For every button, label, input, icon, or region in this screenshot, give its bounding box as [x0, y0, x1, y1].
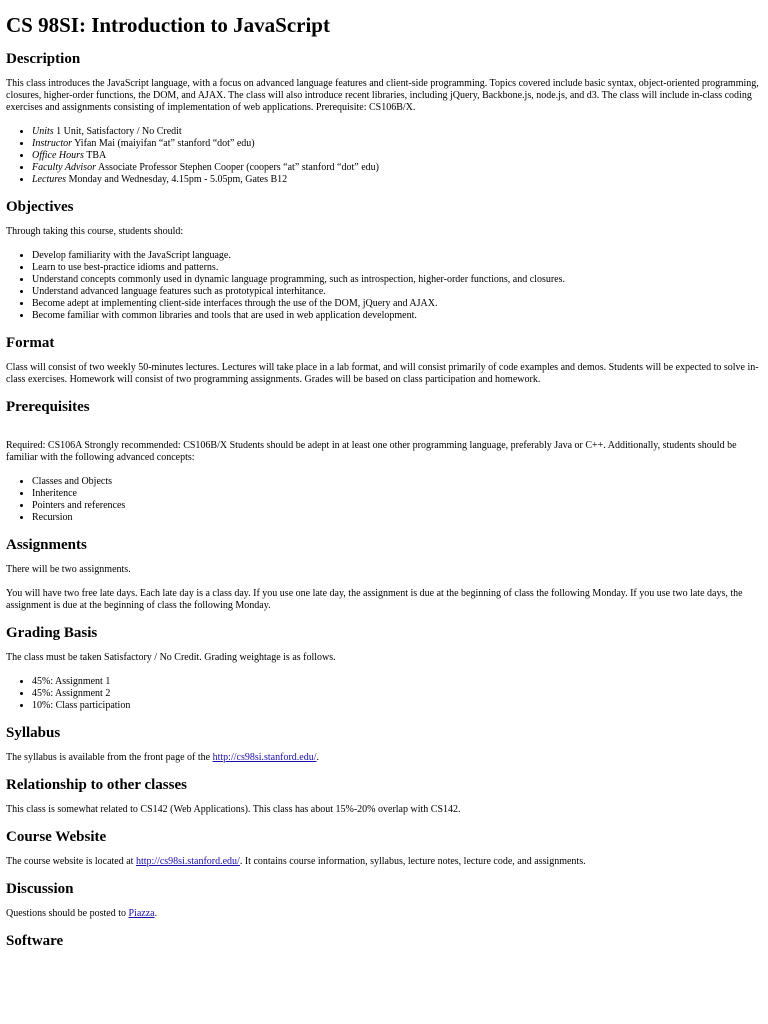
- assignments-text: There will be two assignments.: [6, 564, 131, 575]
- detail-value: TBA: [86, 150, 107, 161]
- discussion-text-after: .: [154, 908, 158, 919]
- objectives-heading: Objectives: [6, 199, 74, 215]
- grading-text: The class must be taken Satisfactory / No Credit. Grading weightage is as follows.: [6, 652, 336, 663]
- prerequisites-text: Required: CS106A Strongly recommended: CS106B/X Students should be adept in at least one other programming language, preferably Java or C++. Additionally, students should be familiar with the following advanced concepts:: [6, 440, 737, 463]
- software-heading: Software: [6, 933, 64, 949]
- objectives-intro: Through taking this course, students should:: [6, 226, 184, 237]
- syllabus-heading: Syllabus: [6, 725, 61, 741]
- discussion-text: [6, 908, 762, 920]
- detail-value: 1 Unit, Satisfactory / No Credit: [56, 126, 182, 137]
- website-text-after: . It contains course information, syllabus, lecture notes, lecture code, and assignments.: [239, 856, 586, 867]
- detail-value: Associate Professor Stephen Cooper (coopers “at” stanford “dot” edu): [97, 162, 379, 173]
- list-item: • Understand concepts commonly used in dynamic language programming, such as introspection, higher-order functions, and closures.: [32, 274, 762, 286]
- syllabus-link[interactable]: http://cs98si.stanford.edu/: [212, 752, 317, 763]
- grading-list: [6, 676, 762, 712]
- detail-value: Monday and Wednesday, 4.15pm - 5.05pm, Gates B12: [68, 174, 288, 185]
- website-heading: Course Website: [6, 829, 107, 845]
- prerequisites-list: [6, 476, 762, 524]
- list-item: • 10%: Class participation: [32, 700, 762, 712]
- spacer: [6, 426, 762, 440]
- detail-label: Office Hours: [32, 150, 84, 161]
- detail-label: Faculty Advisor: [32, 162, 96, 173]
- list-item: • 45%: Assignment 2: [32, 688, 762, 700]
- list-item: • Inheritence: [32, 488, 762, 500]
- relationship-heading: Relationship to other classes: [6, 777, 187, 793]
- detail-label: Lectures: [32, 174, 67, 185]
- relationship-text: This class is somewhat related to CS142 (Web Applications). This class has about 15%-20% overlap with CS142.: [6, 804, 461, 815]
- list-item: • Understand advanced language features such as prototypical interhitance.: [32, 286, 762, 298]
- course-details-list: [6, 126, 762, 186]
- syllabus-text: [6, 752, 762, 764]
- discussion-text-before: Questions should be posted to: [6, 908, 129, 919]
- detail-label: Units: [32, 126, 54, 137]
- list-item: • Pointers and references: [32, 500, 762, 512]
- format-text: Class will consist of two weekly 50-minutes lectures. Lectures will take place in a lab format, and will consist primarily of code examples and demos. Students will be expected to solve in-class exercises. Homework will consist of two programming assignments. Grades will be based on class participation and homework.: [6, 362, 759, 385]
- late-days-text: You will have two free late days. Each late day is a class day. If you use one late day, the assignment is due at the beginning of class the following Monday. If you use two late days, the assignment is due at the beginning of class the following Monday.: [6, 588, 743, 611]
- assignments-heading: Assignments: [6, 537, 87, 553]
- syllabus-text-after: .: [316, 752, 319, 763]
- list-item: [32, 138, 762, 150]
- list-item: • Develop familiarity with the JavaScript language.: [32, 250, 762, 262]
- grading-heading: Grading Basis: [6, 625, 98, 641]
- description-text: This class introduces the JavaScript language, with a focus on advanced language features and client-side programming. Topics covered include basic syntax, object-oriented programming, closures, higher-order functions, the DOM, and AJAX. The class will also introduce recent libraries, including jQuery, Backbone.js, node.js, and d3. The class will include in-class coding exercises and assignments consisting of implementation of web applications. Prerequisite: CS106B/X.: [6, 78, 759, 113]
- detail-label: Instructor: [32, 138, 72, 149]
- list-item: [32, 126, 762, 138]
- website-text: [6, 856, 762, 868]
- list-item: [32, 174, 762, 186]
- website-text-before: The course website is located at: [6, 856, 136, 867]
- list-item: [32, 162, 762, 174]
- list-item: • Learn to use best-practice idioms and patterns.: [32, 262, 762, 274]
- objectives-list: [6, 250, 762, 322]
- prerequisites-heading: Prerequisites: [6, 399, 90, 415]
- piazza-link[interactable]: Piazza: [128, 908, 155, 919]
- list-item: • Recursion: [32, 512, 762, 524]
- list-item: • Become familiar with common libraries and tools that are used in web application development.: [32, 310, 762, 322]
- page-title: CS 98SI: Introduction to JavaScript: [6, 13, 330, 37]
- list-item: [32, 150, 762, 162]
- list-item: • Classes and Objects: [32, 476, 762, 488]
- description-heading: Description: [6, 51, 81, 67]
- discussion-heading: Discussion: [6, 881, 74, 897]
- website-link[interactable]: http://cs98si.stanford.edu/: [135, 856, 240, 867]
- list-item: • 45%: Assignment 1: [32, 676, 762, 688]
- format-heading: Format: [6, 335, 55, 351]
- list-item: • Become adept at implementing client-side interfaces through the use of the DOM, jQuery and AJAX.: [32, 298, 762, 310]
- syllabus-text-before: The syllabus is available from the front page of the: [6, 752, 213, 763]
- detail-value: Yifan Mai (maiyifan “at” stanford “dot” edu): [74, 138, 255, 149]
